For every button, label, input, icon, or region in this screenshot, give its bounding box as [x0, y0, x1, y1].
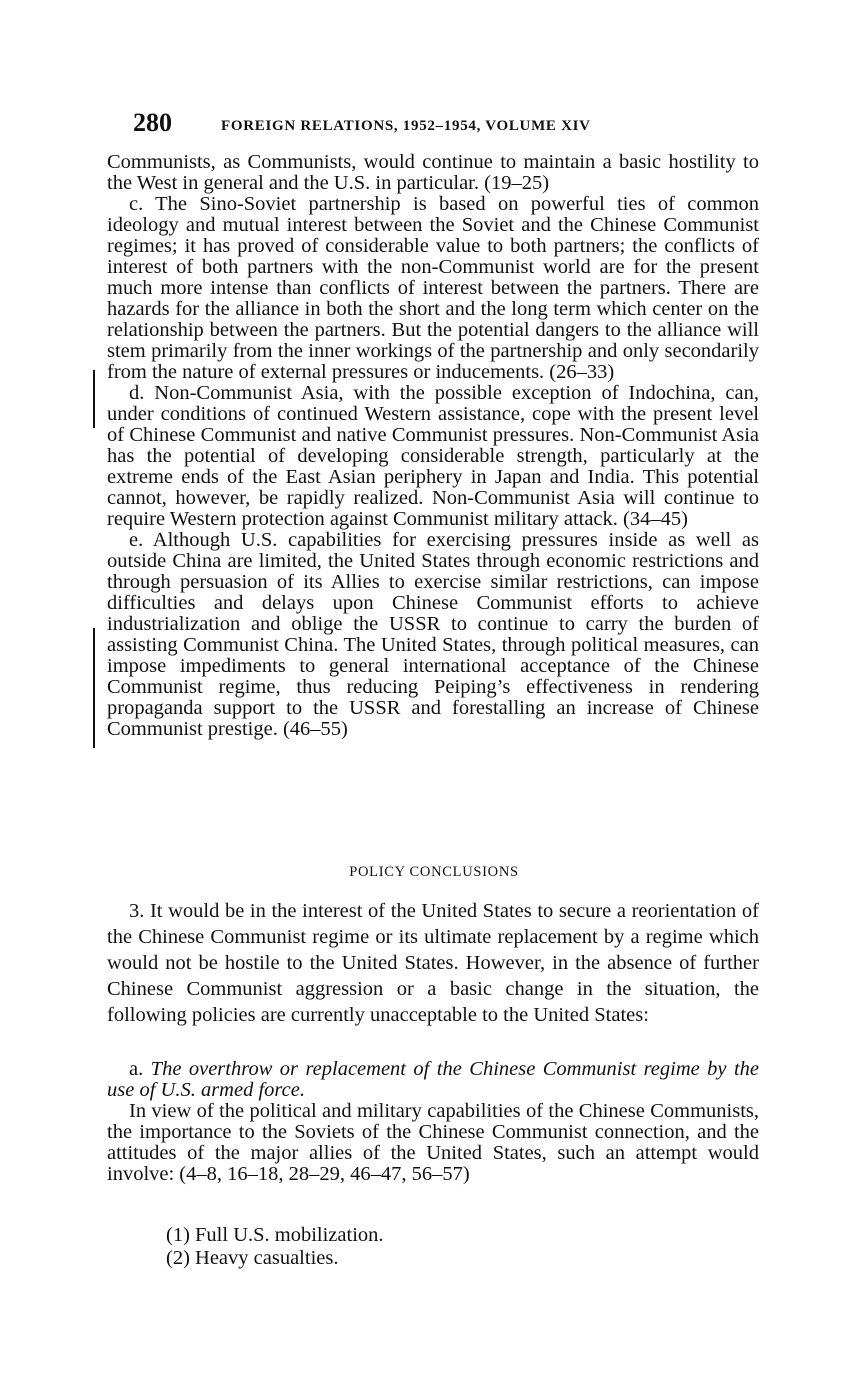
paragraph-continuation: Communists, as Communists, would continue to maintain a basic hostility to the West in general and the U.S. in particular. (19–25) [107, 151, 759, 194]
item-a-label: a. [129, 1058, 144, 1080]
consequence-list [166, 1224, 726, 1270]
paragraph-d: d. Non-Communist Asia, with the possible exception of Indochina, can, under conditions of continued Western assistance, cope with the present level of Chinese Communist and native Communist pressures. Non-Communist Asia has the potential of developing considerable strength, particularly at the extreme ends of the East Asian periphery in Japan and India. This potential cannot, however, be rapidly realized. Non-Communist Asia will continue to require Western protection against Communist military attack. (34–45) [107, 382, 759, 530]
policy-section [107, 898, 759, 1028]
policy-item-a [107, 1059, 759, 1185]
running-title: FOREIGN RELATIONS, 1952–1954, VOLUME XIV [221, 118, 591, 134]
list-item: (2) Heavy casualties. [166, 1247, 339, 1269]
section-heading: POLICY CONCLUSIONS [349, 864, 519, 880]
body-text [107, 152, 759, 740]
policy-paragraph-3: 3. It would be in the interest of the United States to secure a reorientation of the Chinese Communist regime or its ultimate replacement by a regime which would not be hostile to the United States. However, in the absence of further Chinese Communist aggression or a basic change in the situation, the following policies are currently unacceptable to the United States: [107, 900, 759, 1026]
margin-change-bar [93, 370, 95, 428]
paragraph-c: c. The Sino-Soviet partnership is based on powerful ties of common ideology and mutual interest between the Soviet and the Chinese Communist regimes; it has proved of considerable value to both partners; the conflicts of interest of both partners with the non-Communist world are for the present much more intense than conflicts of interest between the partners. There are hazards for the alliance in both the short and the long term which center on the relationship between the partners. But the potential dangers to the alliance will stem primarily from the inner workings of the partnership and only secondarily from the nature of external pressures or inducements. (26–33) [107, 193, 759, 383]
item-a-heading [107, 1059, 759, 1101]
item-a-paragraph: In view of the political and military capabilities of the Chinese Communists, the importance to the Soviets of the Chinese Communist connection, and the attitudes of the major allies of the United States, such an attempt would involve: (4–8, 16–18, 28–29, 46–47, 56–57) [107, 1100, 759, 1185]
list-item: (1) Full U.S. mobilization. [166, 1224, 384, 1246]
margin-change-bar [93, 628, 95, 748]
page-header [133, 108, 773, 144]
page-number: 280 [133, 108, 172, 137]
paragraph-e: e. Although U.S. capabilities for exercising pressures inside as well as outside China are limited, the United States through economic restrictions and through persuasion of its Allies to exercise similar restrictions, can impose difficulties and delays upon Chinese Communist efforts to achieve industrialization and oblige the USSR to continue to carry the burden of assisting Communist China. The United States, through political measures, can impose impediments to general international acceptance of the Chinese Communist regime, thus reducing Peiping’s effectiveness in rendering propaganda support to the USSR and forestalling an increase of Chinese Communist prestige. (46–55) [107, 529, 759, 740]
item-a-text: The overthrow or replacement of the Chinese Communist regime by the use of U.S. armed force. [107, 1058, 760, 1101]
